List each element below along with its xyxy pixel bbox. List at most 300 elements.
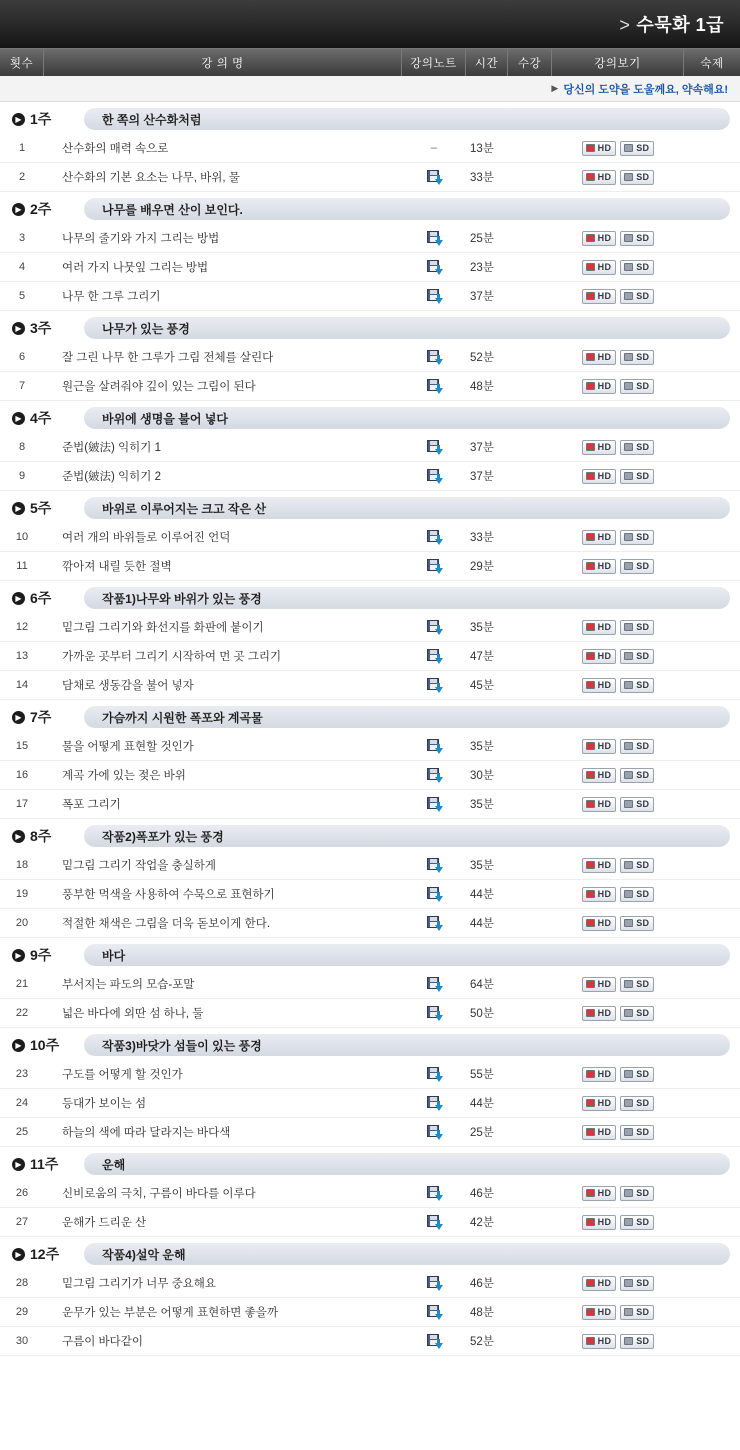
lecture-title[interactable]: 여러 가지 나뭇잎 그리는 방법 <box>62 262 209 274</box>
lecture-take-cell <box>508 163 552 191</box>
lecture-duration: 23분 <box>470 262 494 274</box>
lecture-view-cell <box>552 1118 684 1146</box>
lecture-note-cell <box>402 1060 466 1088</box>
play-sd-button[interactable] <box>620 1125 654 1140</box>
week-title-bar <box>84 497 730 519</box>
table-row[interactable] <box>0 134 740 163</box>
play-sd-button[interactable] <box>620 440 654 455</box>
expand-icon[interactable]: ▶ <box>12 113 25 126</box>
hd-label: HD <box>597 291 612 301</box>
play-sd-button[interactable] <box>620 1334 654 1349</box>
play-sd-button[interactable] <box>620 739 654 754</box>
table-row[interactable] <box>0 671 740 700</box>
play-hd-button[interactable] <box>582 1006 617 1021</box>
lecture-take-cell <box>508 433 552 461</box>
lecture-homework-cell <box>684 790 740 818</box>
sd-chip-icon <box>624 1070 633 1078</box>
expand-icon[interactable]: ▶ <box>12 949 25 962</box>
hd-chip-icon <box>586 861 595 869</box>
expand-icon[interactable]: ▶ <box>12 412 25 425</box>
play-hd-button[interactable] <box>582 1125 617 1140</box>
table-row[interactable] <box>0 1269 740 1298</box>
lecture-note-download-icon[interactable] <box>427 1186 442 1200</box>
lecture-note-cell <box>402 1179 466 1207</box>
lecture-view-cell <box>552 1327 684 1355</box>
lecture-note-download-icon[interactable] <box>427 739 442 753</box>
lecture-take-cell <box>508 642 552 670</box>
week-badge <box>12 109 84 129</box>
week-title: 바다 <box>102 948 126 963</box>
lecture-title[interactable]: 등대가 보이는 섬 <box>62 1098 147 1110</box>
table-row[interactable] <box>0 880 740 909</box>
sd-chip-icon <box>624 292 633 300</box>
lecture-note-download-icon[interactable] <box>427 1334 442 1348</box>
lecture-title[interactable]: 적절한 채색은 그림을 더욱 돋보이게 한다. <box>62 918 271 930</box>
lecture-title[interactable]: 밑그림 그리기 작업을 충실하게 <box>62 860 217 872</box>
column-header-title: 강 의 명 <box>44 49 402 76</box>
lecture-note-cell <box>402 642 466 670</box>
play-sd-button[interactable] <box>620 350 654 365</box>
play-hd-button[interactable] <box>582 260 617 275</box>
lecture-note-download-icon[interactable] <box>427 620 442 634</box>
lecture-note-download-icon[interactable] <box>427 260 442 274</box>
expand-icon[interactable]: ▶ <box>12 502 25 515</box>
hd-label: HD <box>597 381 612 391</box>
lecture-note-download-icon[interactable] <box>427 559 442 573</box>
lecture-title[interactable]: 부서지는 파도의 모습-포말 <box>62 979 195 991</box>
hd-label: HD <box>597 1217 612 1227</box>
lecture-title[interactable]: 잘 그린 나무 한 그루가 그림 전체를 살린다 <box>62 352 274 364</box>
table-row[interactable] <box>0 790 740 819</box>
lecture-view-cell <box>552 761 684 789</box>
lecture-view-cell <box>552 253 684 281</box>
lecture-note-cell <box>402 671 466 699</box>
table-row[interactable] <box>0 462 740 491</box>
hd-chip-icon <box>586 980 595 988</box>
lecture-number: 11 <box>16 560 28 572</box>
play-sd-button[interactable] <box>620 231 654 246</box>
week-label: 10주 <box>30 1037 60 1053</box>
lecture-title[interactable]: 준법(皴法) 익히기 2 <box>62 471 161 483</box>
lecture-note-download-icon[interactable] <box>427 649 442 663</box>
lecture-title[interactable]: 풍부한 먹색을 사용하여 수묵으로 표현하기 <box>62 889 275 901</box>
week-group-header[interactable] <box>0 401 740 433</box>
lecture-note-cell <box>402 613 466 641</box>
lecture-title[interactable]: 밑그림 그리기가 너무 중요해요 <box>62 1278 217 1290</box>
week-group-header[interactable] <box>0 581 740 613</box>
lecture-title[interactable]: 물을 어떻게 표현할 것인가 <box>62 741 194 753</box>
hd-chip-icon <box>586 292 595 300</box>
table-row[interactable] <box>0 1298 740 1327</box>
lecture-homework-cell <box>684 1118 740 1146</box>
hd-label: HD <box>597 143 612 153</box>
play-hd-button[interactable] <box>582 440 617 455</box>
play-hd-button[interactable] <box>582 977 617 992</box>
week-group-header[interactable] <box>0 700 740 732</box>
week-label: 8주 <box>30 828 52 844</box>
lecture-homework-cell <box>684 880 740 908</box>
play-hd-button[interactable] <box>582 1067 617 1082</box>
expand-icon[interactable]: ▶ <box>12 203 25 216</box>
week-group-header[interactable] <box>0 819 740 851</box>
lecture-title[interactable]: 여러 개의 바위들로 이루어진 언덕 <box>62 532 231 544</box>
table-row[interactable] <box>0 282 740 311</box>
week-title-bar <box>84 825 730 847</box>
play-hd-button[interactable] <box>582 916 617 931</box>
lecture-title[interactable]: 나무의 줄기와 가지 그리는 방법 <box>62 233 220 245</box>
expand-icon[interactable]: ▶ <box>12 711 25 724</box>
sd-chip-icon <box>624 1189 633 1197</box>
lecture-title[interactable]: 산수화의 매력 속으로 <box>62 143 169 155</box>
lecture-view-cell <box>552 552 684 580</box>
lecture-homework-cell <box>684 1298 740 1326</box>
play-hd-button[interactable] <box>582 649 617 664</box>
play-hd-button[interactable] <box>582 379 617 394</box>
lecture-note-download-icon[interactable] <box>427 858 442 872</box>
week-group-header[interactable] <box>0 1237 740 1269</box>
play-sd-button[interactable] <box>620 1186 654 1201</box>
lecture-view-cell <box>552 1179 684 1207</box>
table-column-header <box>0 48 740 76</box>
hd-label: HD <box>597 172 612 182</box>
sd-chip-icon <box>624 562 633 570</box>
lecture-take-cell <box>508 909 552 937</box>
table-row[interactable] <box>0 1060 740 1089</box>
table-row[interactable] <box>0 732 740 761</box>
lecture-note-cell <box>402 134 466 162</box>
sd-label: SD <box>636 233 650 243</box>
play-sd-button[interactable] <box>620 1067 654 1082</box>
hd-label: HD <box>597 860 612 870</box>
sd-chip-icon <box>624 980 633 988</box>
play-sd-button[interactable] <box>620 797 654 812</box>
sd-label: SD <box>636 262 650 272</box>
lecture-note-download-icon[interactable] <box>427 916 442 930</box>
lecture-title[interactable]: 밑그림 그리기와 화선지를 화판에 붙이기 <box>62 622 264 634</box>
lecture-note-download-icon[interactable] <box>427 379 442 393</box>
hd-chip-icon <box>586 173 595 181</box>
lecture-title[interactable]: 구름이 바다같이 <box>62 1336 143 1348</box>
lecture-note-download-icon[interactable] <box>427 440 442 454</box>
lecture-title[interactable]: 깎아져 내릴 듯한 절벽 <box>62 561 172 573</box>
week-badge <box>12 826 84 846</box>
play-sd-button[interactable] <box>620 858 654 873</box>
play-hd-button[interactable] <box>582 620 617 635</box>
play-sd-button[interactable] <box>620 379 654 394</box>
lecture-view-cell <box>552 343 684 371</box>
week-label: 11주 <box>30 1156 59 1172</box>
lecture-note-download-icon[interactable] <box>427 1096 442 1110</box>
lecture-view-cell <box>552 433 684 461</box>
lecture-title[interactable]: 신비로움의 극치, 구름이 바다를 이루다 <box>62 1188 256 1200</box>
hd-label: HD <box>597 799 612 809</box>
play-sd-button[interactable] <box>620 649 654 664</box>
play-hd-button[interactable] <box>582 141 617 156</box>
play-sd-button[interactable] <box>620 289 654 304</box>
lecture-view-cell <box>552 1269 684 1297</box>
lecture-title[interactable]: 나무 한 그루 그리기 <box>62 291 161 303</box>
column-header-take: 수강 <box>508 49 552 76</box>
play-sd-button[interactable] <box>620 1305 654 1320</box>
play-hd-button[interactable] <box>582 858 617 873</box>
lecture-note-cell <box>402 462 466 490</box>
hd-chip-icon <box>586 1218 595 1226</box>
lecture-duration: 48분 <box>470 381 494 393</box>
week-title-bar <box>84 1243 730 1265</box>
lecture-homework-cell <box>684 523 740 551</box>
hd-label: HD <box>597 680 612 690</box>
play-hd-button[interactable] <box>582 739 617 754</box>
lecture-note-download-icon[interactable] <box>427 231 442 245</box>
table-row[interactable] <box>0 613 740 642</box>
lecture-take-cell <box>508 282 552 310</box>
lecture-title[interactable]: 하늘의 색에 따라 달라지는 바다색 <box>62 1127 231 1139</box>
play-sd-button[interactable] <box>620 1215 654 1230</box>
table-row[interactable] <box>0 253 740 282</box>
hd-chip-icon <box>586 1099 595 1107</box>
lecture-title[interactable]: 가까운 곳부터 그리기 시작하여 먼 곳 그리기 <box>62 651 282 663</box>
expand-icon[interactable]: ▶ <box>12 830 25 843</box>
lecture-homework-cell <box>684 372 740 400</box>
play-hd-button[interactable] <box>582 1215 617 1230</box>
expand-icon[interactable]: ▶ <box>12 1248 25 1261</box>
lecture-take-cell <box>508 552 552 580</box>
lecture-note-download-icon[interactable] <box>427 1215 442 1229</box>
play-sd-button[interactable] <box>620 887 654 902</box>
expand-icon[interactable]: ▶ <box>12 322 25 335</box>
play-sd-button[interactable] <box>620 1006 654 1021</box>
sd-chip-icon <box>624 652 633 660</box>
lecture-note-download-icon[interactable] <box>427 469 442 483</box>
play-hd-button[interactable] <box>582 530 617 545</box>
lecture-view-cell <box>552 642 684 670</box>
lecture-number: 21 <box>15 978 29 990</box>
sd-chip-icon <box>624 472 633 480</box>
sd-chip-icon <box>624 263 633 271</box>
lecture-number: 10 <box>15 531 29 543</box>
table-row[interactable] <box>0 552 740 581</box>
lecture-note-download-icon[interactable] <box>427 1125 442 1139</box>
play-hd-button[interactable] <box>582 1276 617 1291</box>
lecture-note-download-icon[interactable] <box>427 1006 442 1020</box>
lecture-title[interactable]: 준법(皴法) 익히기 1 <box>62 442 161 454</box>
hd-chip-icon <box>586 353 595 361</box>
table-row[interactable] <box>0 343 740 372</box>
table-row[interactable] <box>0 224 740 253</box>
play-hd-button[interactable] <box>582 768 617 783</box>
lecture-view-cell <box>552 999 684 1027</box>
lecture-title[interactable]: 구도를 어떻게 할 것인가 <box>62 1069 183 1081</box>
play-sd-button[interactable] <box>620 620 654 635</box>
lecture-duration: 44분 <box>470 1098 494 1110</box>
lecture-homework-cell <box>684 163 740 191</box>
lecture-duration: 33분 <box>470 172 494 184</box>
week-title: 작품3)바닷가 섬들이 있는 풍경 <box>102 1038 262 1053</box>
hd-chip-icon <box>586 623 595 631</box>
play-sd-button[interactable] <box>620 260 654 275</box>
play-hd-button[interactable] <box>582 559 617 574</box>
lecture-note-download-icon[interactable] <box>427 768 442 782</box>
week-badge <box>12 588 84 608</box>
week-label: 5주 <box>30 500 52 516</box>
table-row[interactable] <box>0 1118 740 1147</box>
lecture-note-cell <box>402 282 466 310</box>
play-hd-button[interactable] <box>582 1186 617 1201</box>
sd-chip-icon <box>624 771 633 779</box>
hd-label: HD <box>597 622 612 632</box>
lecture-homework-cell <box>684 253 740 281</box>
play-sd-button[interactable] <box>620 977 654 992</box>
lecture-view-cell <box>552 851 684 879</box>
play-sd-button[interactable] <box>620 916 654 931</box>
lecture-duration: 33분 <box>470 532 494 544</box>
lecture-title[interactable]: 계곡 가에 있는 젖은 바위 <box>62 770 186 782</box>
week-title: 가슴까지 시원한 폭포와 계곡물 <box>102 710 263 725</box>
lecture-note-download-icon[interactable] <box>427 678 442 692</box>
play-sd-button[interactable] <box>620 678 654 693</box>
lecture-note-cell <box>402 224 466 252</box>
table-row[interactable] <box>0 433 740 462</box>
table-row[interactable] <box>0 1179 740 1208</box>
week-label: 6주 <box>30 590 52 606</box>
lecture-note-download-icon[interactable] <box>427 170 442 184</box>
lecture-duration: 50분 <box>470 1008 494 1020</box>
hd-label: HD <box>597 1098 612 1108</box>
lecture-take-cell <box>508 224 552 252</box>
hd-label: HD <box>597 741 612 751</box>
play-sd-button[interactable] <box>620 170 654 185</box>
lecture-title[interactable]: 운해가 드리운 산 <box>62 1217 147 1229</box>
table-row[interactable] <box>0 970 740 999</box>
expand-icon[interactable]: ▶ <box>12 1158 25 1171</box>
lecture-take-cell <box>508 671 552 699</box>
play-hd-button[interactable] <box>582 289 617 304</box>
lecture-duration: 55분 <box>470 1069 494 1081</box>
play-hd-button[interactable] <box>582 797 617 812</box>
lecture-note-download-icon[interactable] <box>427 1067 442 1081</box>
play-sd-button[interactable] <box>620 768 654 783</box>
hd-label: HD <box>597 1008 612 1018</box>
lecture-note-cell <box>402 909 466 937</box>
table-row[interactable] <box>0 523 740 552</box>
lecture-note-download-icon[interactable] <box>427 887 442 901</box>
lecture-note-download-icon[interactable] <box>427 1276 442 1290</box>
play-hd-button[interactable] <box>582 678 617 693</box>
play-sd-button[interactable] <box>620 469 654 484</box>
hd-label: HD <box>597 1188 612 1198</box>
lecture-view-cell <box>552 671 684 699</box>
sd-chip-icon <box>624 861 633 869</box>
week-title: 작품4)설악 운해 <box>102 1247 186 1262</box>
week-title-bar <box>84 587 730 609</box>
hd-chip-icon <box>586 1337 595 1345</box>
week-group-header[interactable] <box>0 491 740 523</box>
lecture-number: 7 <box>18 380 26 392</box>
lecture-note-cell <box>402 253 466 281</box>
play-hd-button[interactable] <box>582 1096 617 1111</box>
lecture-note-download-icon[interactable] <box>427 530 442 544</box>
play-hd-button[interactable] <box>582 350 617 365</box>
lecture-take-cell <box>508 790 552 818</box>
week-group-header[interactable] <box>0 1147 740 1179</box>
table-row[interactable] <box>0 1089 740 1118</box>
play-sd-button[interactable] <box>620 559 654 574</box>
lecture-homework-cell <box>684 613 740 641</box>
week-group-header[interactable] <box>0 192 740 224</box>
table-row[interactable] <box>0 851 740 880</box>
lecture-title[interactable]: 넓은 바다에 외딴 섬 하나, 둘 <box>62 1008 204 1020</box>
table-row[interactable] <box>0 163 740 192</box>
table-row[interactable] <box>0 761 740 790</box>
week-group-header[interactable] <box>0 102 740 134</box>
week-group-header[interactable] <box>0 1028 740 1060</box>
lecture-homework-cell <box>684 134 740 162</box>
play-hd-button[interactable] <box>582 1305 617 1320</box>
lecture-note-download-icon[interactable] <box>427 797 442 811</box>
play-hd-button[interactable] <box>582 469 617 484</box>
sd-chip-icon <box>624 1308 633 1316</box>
expand-icon[interactable]: ▶ <box>12 592 25 605</box>
play-sd-button[interactable] <box>620 1096 654 1111</box>
sd-chip-icon <box>624 533 633 541</box>
lecture-number: 12 <box>15 621 29 633</box>
lecture-title[interactable]: 운무가 있는 부분은 어떻게 표현하면 좋을까 <box>62 1307 278 1319</box>
play-sd-button[interactable] <box>620 1276 654 1291</box>
week-title: 작품1)나무와 바위가 있는 풍경 <box>102 591 262 606</box>
table-row[interactable] <box>0 372 740 401</box>
lecture-note-download-icon[interactable] <box>427 289 442 303</box>
lecture-view-cell <box>552 523 684 551</box>
week-group-header[interactable] <box>0 938 740 970</box>
week-title-bar <box>84 317 730 339</box>
week-title: 바위로 이루어지는 크고 작은 산 <box>102 501 267 516</box>
play-hd-button[interactable] <box>582 170 617 185</box>
lecture-note-download-icon[interactable] <box>427 977 442 991</box>
play-hd-button[interactable] <box>582 231 617 246</box>
table-row[interactable] <box>0 909 740 938</box>
lecture-title[interactable]: 산수화의 기본 요소는 나무, 바위, 물 <box>62 172 240 184</box>
play-sd-button[interactable] <box>620 530 654 545</box>
lecture-note-download-icon[interactable] <box>427 350 442 364</box>
lecture-title[interactable]: 원근을 살려줘야 깊이 있는 그림이 된다 <box>62 381 256 393</box>
sd-chip-icon <box>624 1009 633 1017</box>
lecture-title[interactable]: 폭포 그리기 <box>62 799 121 811</box>
play-sd-button[interactable] <box>620 141 654 156</box>
lecture-take-cell <box>508 343 552 371</box>
lecture-title[interactable]: 담채로 생동감을 불어 넣자 <box>62 680 194 692</box>
page-title-text: 수묵화 1급 <box>636 15 724 35</box>
expand-icon[interactable]: ▶ <box>12 1039 25 1052</box>
table-row[interactable] <box>0 1327 740 1356</box>
table-row[interactable] <box>0 1208 740 1237</box>
table-row[interactable] <box>0 642 740 671</box>
lecture-view-cell <box>552 134 684 162</box>
week-title-bar <box>84 407 730 429</box>
lecture-take-cell <box>508 880 552 908</box>
lecture-note-download-icon[interactable] <box>427 1305 442 1319</box>
lecture-number: 19 <box>15 888 29 900</box>
play-hd-button[interactable] <box>582 887 617 902</box>
sd-label: SD <box>636 860 650 870</box>
page-banner <box>0 0 740 48</box>
hd-chip-icon <box>586 1070 595 1078</box>
lecture-take-cell <box>508 1298 552 1326</box>
table-row[interactable] <box>0 999 740 1028</box>
hd-label: HD <box>597 233 612 243</box>
hd-chip-icon <box>586 1128 595 1136</box>
play-hd-button[interactable] <box>582 1334 617 1349</box>
week-group-header[interactable] <box>0 311 740 343</box>
